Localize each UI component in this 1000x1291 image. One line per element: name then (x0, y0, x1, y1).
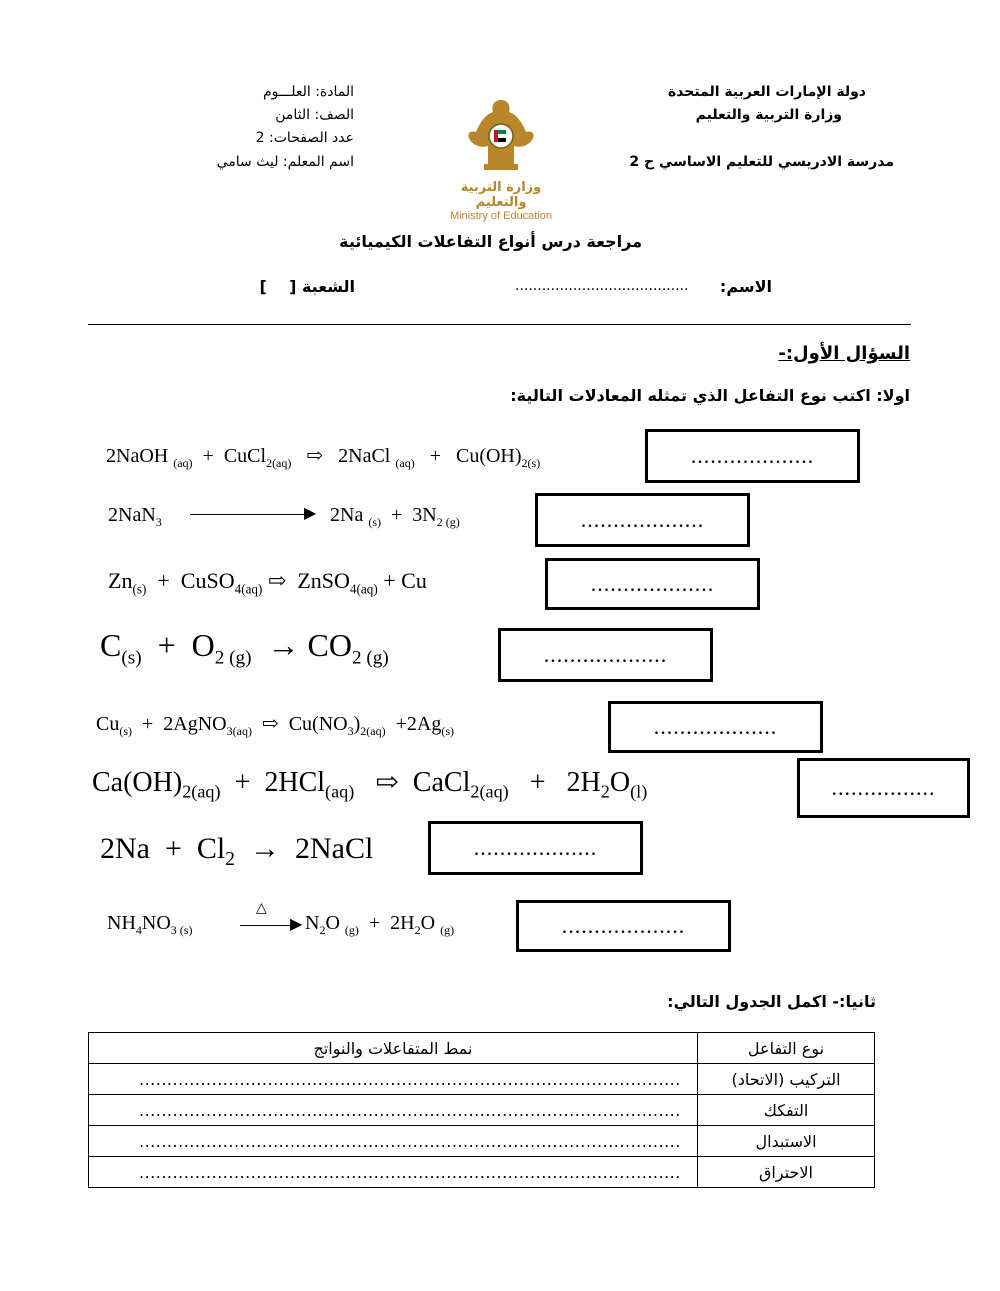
equation-8-products: $N_2O$ $_{(g)} + 2H_2O$ $_{(g)}$ (305, 912, 455, 937)
row-answer-field[interactable]: ................................................................................................. (89, 1157, 698, 1188)
equation-8-reactant: $NH_4NO_{3 (s)}$ (107, 912, 193, 937)
reaction-arrow (240, 925, 296, 926)
answer-box-1[interactable]: ................... (645, 429, 860, 483)
logo-english-text: Ministry of Education (449, 210, 553, 222)
header-pattern: نمط المتفاعلات والنواتج (89, 1033, 698, 1064)
country-name: دولة الإمارات العربية المتحدة (667, 84, 866, 100)
grade-label: الصف: الثامن (275, 107, 354, 123)
row-answer-field[interactable]: ................................................................................................. (89, 1095, 698, 1126)
equation-2-reactant: 2NaN$_3$ (108, 504, 162, 529)
question-2-instruction: ثانيا:- اكمل الجدول التالي: (667, 992, 876, 1011)
equation-4: $C_{(s)} + O_{2 (g)} \to CO_{2 (g)}$ (100, 627, 389, 669)
table-row (89, 1095, 875, 1126)
page-title: مراجعة درس أنواع التفاعلات الكيميائية (339, 232, 642, 251)
reaction-arrow (190, 514, 308, 515)
answer-box-6[interactable]: ................ (797, 758, 970, 818)
table-row (89, 1126, 875, 1157)
row-type-decomposition: التفكك (698, 1095, 875, 1126)
table-header-row (89, 1033, 875, 1064)
header-reaction-type: نوع التفاعل (698, 1033, 875, 1064)
row-type-combustion: الاحتراق (698, 1157, 875, 1188)
header-divider (88, 324, 911, 325)
subject-label: المادة: العلـــوم (263, 84, 354, 100)
arrow-head-icon: ▶ (304, 505, 317, 522)
pages-label: عدد الصفحات: 2 (255, 130, 354, 146)
logo-arabic-text: وزارة التربية والتعليم (460, 180, 542, 210)
table-row (89, 1157, 875, 1188)
arrow-head-icon: ▶ (290, 916, 303, 933)
row-answer-field[interactable]: ................................................................................................. (89, 1064, 698, 1095)
equation-3: $Zn_{(s)}$ + CuSO$_{4(aq)}$ ⇨ ZnSO$_{4(aq)}$ + Cu (108, 568, 427, 597)
name-field[interactable]: ....................................... (515, 278, 689, 294)
answer-box-4[interactable]: ................... (498, 628, 713, 682)
row-answer-field[interactable]: ................................................................................................. (89, 1126, 698, 1157)
equation-1: 2NaOH $_{(aq)}$ + CuCl$_{2(aq)}$ ⇨ 2NaCl $_{(aq)} + Cu(OH)_{2(s)}$ (106, 445, 541, 470)
reaction-types-table (88, 1032, 875, 1188)
name-label: الاسم: (719, 277, 772, 296)
equation-2-products: 2Na $_{(s)} + 3N_{2 (g)}$ (330, 504, 460, 529)
teacher-label: اسم المعلم: ليث سامي (216, 154, 354, 170)
table-row (89, 1064, 875, 1095)
question-1-heading: السؤال الأول:- (778, 343, 910, 364)
section-field[interactable]: الشعبة [ ] (259, 277, 355, 296)
answer-box-5[interactable]: ................... (608, 701, 823, 753)
equation-5: $Cu_{(s)}$ + 2AgNO$_{3(aq)}$ ⇨ $Cu(NO_3)_{2(aq)} +2Ag_{(s)}$ (96, 713, 455, 738)
ministry-name: وزارة التربية والتعليم (695, 107, 842, 123)
school-name: مدرسة الادريسي للتعليم الاساسي ح 2 (629, 154, 894, 170)
answer-box-2[interactable]: ................... (535, 493, 750, 547)
equation-7: $2Na + Cl_2$ → 2NaCl (100, 832, 374, 870)
answer-box-3[interactable]: ................... (545, 558, 760, 610)
question-1-instruction: اولا: اكتب نوع التفاعل الذي تمثله المعادلات التالية: (510, 386, 910, 405)
row-type-replacement: الاستبدال (698, 1126, 875, 1157)
answer-box-8[interactable]: ................... (516, 900, 731, 952)
equation-6: $Ca(OH)_{2(aq)} + 2HCl_{(aq)}$ ⇨ CaCl$_{2(aq)}$ + $2H_2O_{(l)}$ (92, 767, 648, 802)
heat-delta-icon: △ (256, 901, 267, 916)
row-type-synthesis: التركيب (الاتحاد) (698, 1064, 875, 1095)
falcon-emblem-icon (436, 94, 566, 174)
answer-box-7[interactable]: ................... (428, 821, 643, 875)
ministry-logo (436, 94, 566, 222)
